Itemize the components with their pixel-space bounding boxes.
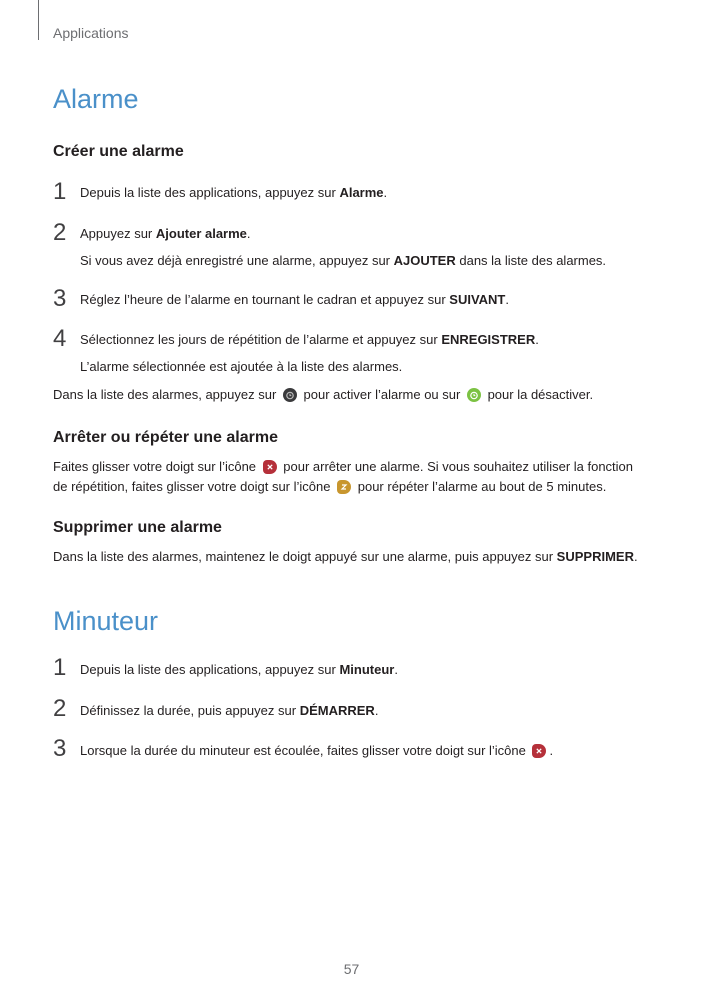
section-header: Applications	[53, 25, 129, 41]
ui-term: AJOUTER	[393, 253, 456, 268]
stop-repeat-heading: Arrêter ou répéter une alarme	[53, 429, 278, 446]
step-number: 3	[53, 735, 67, 762]
ui-term: Ajouter alarme	[155, 226, 247, 241]
page-number: 57	[343, 961, 360, 977]
corner-rule	[38, 0, 39, 40]
step-text: Depuis la liste des applications, appuyez sur Minuteur.	[80, 662, 398, 677]
stop-text-line1: Faites glisser votre doigt sur l’icône pour arrêter une alarme. Si vous souhaitez utiliser la fonction	[53, 459, 634, 474]
dismiss-timer-icon	[532, 744, 546, 758]
alarm-title: Alarme	[53, 84, 139, 114]
step-text: Définissez la durée, puis appuyez sur DÉMARRER.	[80, 703, 379, 718]
alarm-toggle-note: Dans la liste des alarmes, appuyez sur pour activer l’alarme ou sur pour la désactiver.	[53, 387, 594, 402]
step-subtext: L’alarme sélectionnée est ajoutée à la liste des alarmes.	[80, 359, 403, 374]
step-number: 2	[53, 695, 67, 722]
ui-term: DÉMARRER	[299, 703, 375, 718]
ui-term: SUPPRIMER	[556, 549, 634, 564]
step-text: Sélectionnez les jours de répétition de l’alarme et appuyez sur ENREGISTRER.	[80, 332, 539, 347]
timer-title: Minuteur	[53, 606, 159, 636]
delete-text: Dans la liste des alarmes, maintenez le doigt appuyé sur une alarme, puis appuyez sur SUPPRIMER.	[53, 549, 638, 564]
ui-term: ENREGISTRER	[441, 332, 536, 347]
step-text: Lorsque la durée du minuteur est écoulée, faites glisser votre doigt sur l’icône .	[80, 743, 554, 758]
ui-term: Alarme	[339, 185, 384, 200]
step-number: 1	[53, 178, 67, 205]
step-text: Depuis la liste des applications, appuyez sur Alarme.	[80, 185, 388, 200]
alarm-clock-off-icon	[283, 388, 297, 402]
delete-alarm-heading: Supprimer une alarme	[53, 519, 222, 536]
step-text: Réglez l’heure de l’alarme en tournant le cadran et appuyez sur SUIVANT.	[80, 292, 510, 307]
create-alarm-heading: Créer une alarme	[53, 143, 184, 160]
snooze-icon	[337, 480, 351, 494]
alarm-clock-on-icon	[467, 388, 481, 402]
step-number: 4	[53, 325, 67, 352]
ui-term: Minuteur	[339, 662, 395, 677]
step-number: 3	[53, 285, 67, 312]
stop-text-line2: de répétition, faites glisser votre doigt sur l’icône pour répéter l’alarme au bout de 5 minutes.	[53, 479, 607, 494]
step-subtext: Si vous avez déjà enregistré une alarme, appuyez sur AJOUTER dans la liste des alarmes.	[80, 253, 607, 268]
step-number: 1	[53, 654, 67, 681]
dismiss-alarm-icon	[263, 460, 277, 474]
step-number: 2	[53, 219, 67, 246]
step-text: Appuyez sur Ajouter alarme.	[80, 226, 251, 241]
ui-term: SUIVANT	[449, 292, 506, 307]
